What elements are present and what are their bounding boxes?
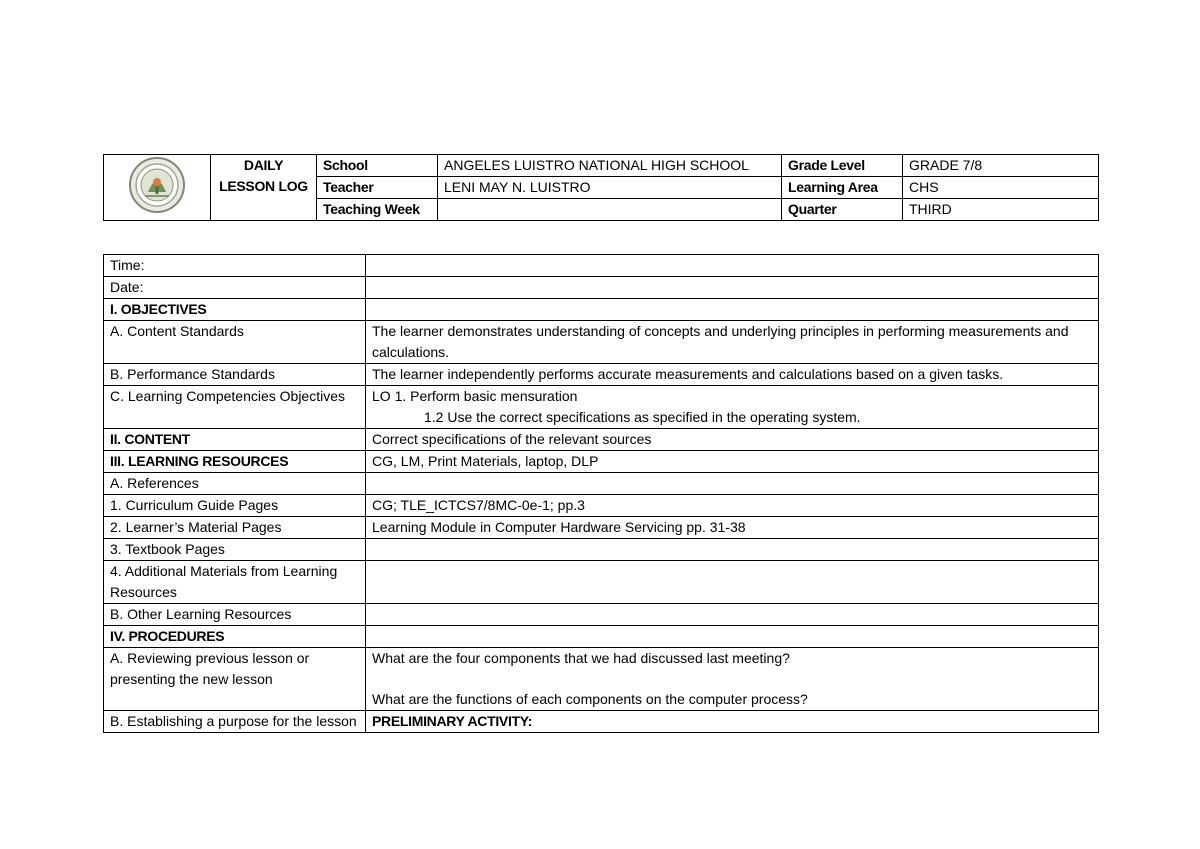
learning-resources-value: CG, LM, Print Materials, laptop, DLP bbox=[366, 451, 1099, 473]
competency-lo1-2: 1.2 Use the correct specifications as specified in the operating system. bbox=[424, 409, 861, 425]
row-curriculum-guide bbox=[104, 495, 1099, 517]
references-label: A. References bbox=[104, 473, 366, 495]
competencies-value bbox=[366, 386, 1099, 429]
time-label: Time: bbox=[104, 255, 366, 277]
competency-lo1: LO 1. Perform basic mensuration bbox=[372, 388, 578, 404]
content-standards-label: A. Content Standards bbox=[104, 321, 366, 364]
row-establishing-purpose bbox=[104, 711, 1099, 733]
row-reviewing bbox=[104, 648, 1099, 711]
grade-level-label: Grade Level bbox=[782, 155, 903, 177]
row-date bbox=[104, 277, 1099, 299]
teacher-label: Teacher bbox=[317, 177, 438, 199]
row-additional-materials bbox=[104, 561, 1099, 604]
reviewing-question-2: What are the functions of each components on the computer process? bbox=[372, 691, 808, 707]
learning-area-value: CHS bbox=[903, 177, 1099, 199]
quarter-value: THIRD bbox=[903, 199, 1099, 221]
title-line-2: LESSON LOG bbox=[219, 178, 308, 194]
row-learners-material bbox=[104, 517, 1099, 539]
row-objectives bbox=[104, 299, 1099, 321]
row-content bbox=[104, 429, 1099, 451]
row-procedures bbox=[104, 626, 1099, 648]
content-standards-value: The learner demonstrates understanding of concepts and underlying principles in performing measurements and calculations. bbox=[366, 321, 1099, 364]
lesson-plan-table bbox=[103, 254, 1099, 733]
date-value bbox=[366, 277, 1099, 299]
row-other-resources bbox=[104, 604, 1099, 626]
procedures-heading: IV. PROCEDURES bbox=[104, 626, 366, 648]
objectives-value bbox=[366, 299, 1099, 321]
school-seal-icon bbox=[128, 156, 186, 214]
learning-resources-heading: III. LEARNING RESOURCES bbox=[104, 451, 366, 473]
curriculum-guide-label: 1. Curriculum Guide Pages bbox=[104, 495, 366, 517]
performance-standards-value: The learner independently performs accurate measurements and calculations based on a given tasks. bbox=[366, 364, 1099, 386]
competencies-label: C. Learning Competencies Objectives bbox=[104, 386, 366, 429]
teaching-week-value bbox=[438, 199, 782, 221]
row-performance-standards bbox=[104, 364, 1099, 386]
time-value bbox=[366, 255, 1099, 277]
procedures-value bbox=[366, 626, 1099, 648]
preliminary-activity-heading: PRELIMINARY ACTIVITY: bbox=[372, 713, 533, 729]
teacher-value: LENI MAY N. LUISTRO bbox=[438, 177, 782, 199]
lesson-log-header-table bbox=[103, 154, 1099, 221]
content-value: Correct specifications of the relevant sources bbox=[366, 429, 1099, 451]
row-learning-competencies bbox=[104, 386, 1099, 429]
header-row-school bbox=[104, 155, 1099, 177]
textbook-label: 3. Textbook Pages bbox=[104, 539, 366, 561]
additional-materials-label: 4. Additional Materials from Learning Resources bbox=[104, 561, 366, 604]
other-resources-label: B. Other Learning Resources bbox=[104, 604, 366, 626]
school-label: School bbox=[317, 155, 438, 177]
title-line-1: DAILY bbox=[243, 157, 284, 173]
references-value bbox=[366, 473, 1099, 495]
date-label: Date: bbox=[104, 277, 366, 299]
learning-area-label: Learning Area bbox=[782, 177, 903, 199]
reviewing-value bbox=[366, 648, 1099, 711]
daily-lesson-log-title bbox=[211, 155, 317, 221]
performance-standards-label: B. Performance Standards bbox=[104, 364, 366, 386]
row-textbook bbox=[104, 539, 1099, 561]
grade-level-value: GRADE 7/8 bbox=[903, 155, 1099, 177]
additional-materials-value bbox=[366, 561, 1099, 604]
row-learning-resources bbox=[104, 451, 1099, 473]
textbook-value bbox=[366, 539, 1099, 561]
establishing-purpose-value bbox=[366, 711, 1099, 733]
school-value: ANGELES LUISTRO NATIONAL HIGH SCHOOL bbox=[438, 155, 782, 177]
reviewing-question-1: What are the four components that we had discussed last meeting? bbox=[372, 650, 790, 666]
curriculum-guide-value: CG; TLE_ICTCS7/8MC-0e-1; pp.3 bbox=[366, 495, 1099, 517]
reviewing-label: A. Reviewing previous lesson or presenting the new lesson bbox=[104, 648, 366, 711]
reviewing-spacer bbox=[372, 669, 1092, 689]
learners-material-value: Learning Module in Computer Hardware Servicing pp. 31-38 bbox=[366, 517, 1099, 539]
objectives-heading: I. OBJECTIVES bbox=[104, 299, 366, 321]
learners-material-label: 2. Learner’s Material Pages bbox=[104, 517, 366, 539]
establishing-purpose-label: B. Establishing a purpose for the lesson bbox=[104, 711, 366, 733]
quarter-label: Quarter bbox=[782, 199, 903, 221]
row-references bbox=[104, 473, 1099, 495]
content-heading: II. CONTENT bbox=[104, 429, 366, 451]
teaching-week-label: Teaching Week bbox=[317, 199, 438, 221]
logo-cell bbox=[104, 155, 211, 221]
other-resources-value bbox=[366, 604, 1099, 626]
row-time bbox=[104, 255, 1099, 277]
row-content-standards bbox=[104, 321, 1099, 364]
